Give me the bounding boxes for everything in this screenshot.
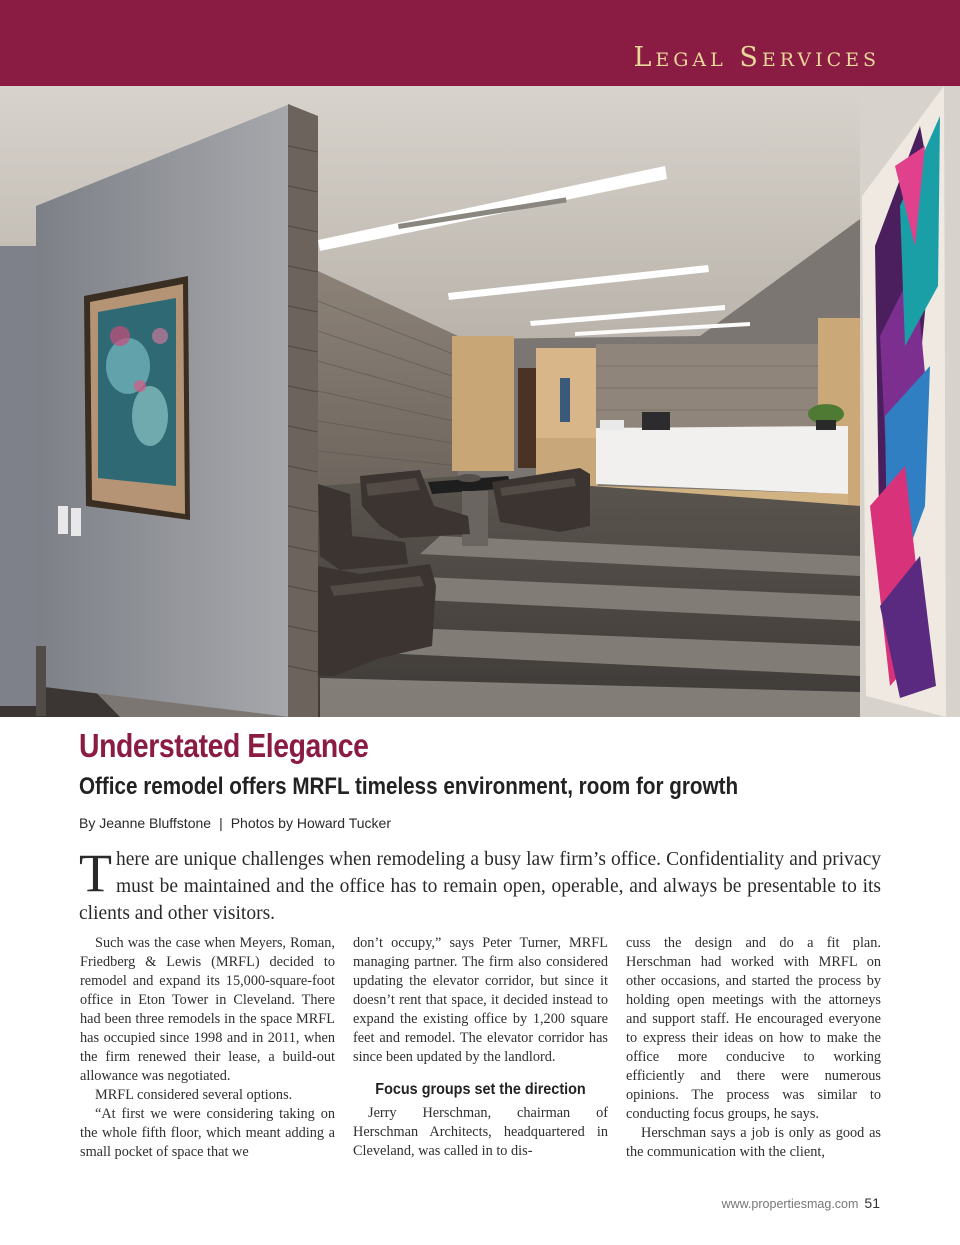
lead-paragraph <box>79 843 881 927</box>
article-subtitle: Office remodel offers MRFL timeless environment, room for growth <box>79 773 739 800</box>
drop-cap: T <box>79 843 112 903</box>
column-2 <box>353 934 608 1161</box>
lead-text: here are unique challenges when remodeling a busy law firm’s office. Confidentiality and privacy must be maintained and the office has to remain open, operable, and always be presentable to its clients and other visitors. <box>79 849 881 924</box>
article-photo <box>0 86 960 717</box>
paragraph: Such was the case when Meyers, Roman, Friedberg & Lewis (MRFL) decided to remodel and expand its 15,000-square-foot office in Eton Tower in Cleveland. There had been three remodels in the space MRFL has occupied since 1998 and in 2011, when the firm renewed their lease, a build-out allowance was negotiated. <box>80 935 335 1084</box>
byline-photos: Photos by Howard Tucker <box>230 815 391 831</box>
column-1 <box>80 934 335 1162</box>
section-banner <box>0 0 960 86</box>
column-3 <box>626 934 881 1162</box>
byline <box>79 815 391 831</box>
byline-author: By Jeanne Bluffstone <box>79 815 212 831</box>
paragraph: cuss the design and do a fit plan. Herschman had worked with MRFL on other occasions, and started the process by holding open meetings with the attorneys and support staff. He encouraged everyone to express their ideas on how to make the office more conducive to working efficiently and there were numerous opinions. The process was similar to conducting focus groups, he says. <box>626 935 881 1122</box>
byline-separator: | <box>219 815 223 831</box>
paragraph: Herschman says a job is only as good as the communication with the client, <box>626 1125 881 1160</box>
paragraph: “At first we were considering taking on the whole fifth floor, which meant adding a small pocket of space that we <box>80 1106 335 1160</box>
footer-url[interactable]: www.propertiesmag.com <box>721 1197 859 1211</box>
paragraph: don’t occupy,” says Peter Turner, MRFL managing partner. The firm also considered updating the elevator corridor, but since it doesn’t rent that space, it decided instead to expand the existing office by 1,200 square feet and remodel. The elevator corridor has since been updated by the landlord. <box>353 935 608 1065</box>
paragraph: MRFL considered several options. <box>95 1087 293 1103</box>
page-number: 51 <box>864 1195 880 1211</box>
paragraph: Jerry Herschman, chairman of Herschman Architects, headquartered in Cleveland, was called in to dis- <box>353 1105 608 1159</box>
section-title: Legal Services <box>633 42 880 73</box>
section-heading: Focus groups set the direction <box>375 1081 586 1098</box>
page-footer <box>722 1195 880 1211</box>
article-title: Understated Elegance <box>79 727 369 764</box>
